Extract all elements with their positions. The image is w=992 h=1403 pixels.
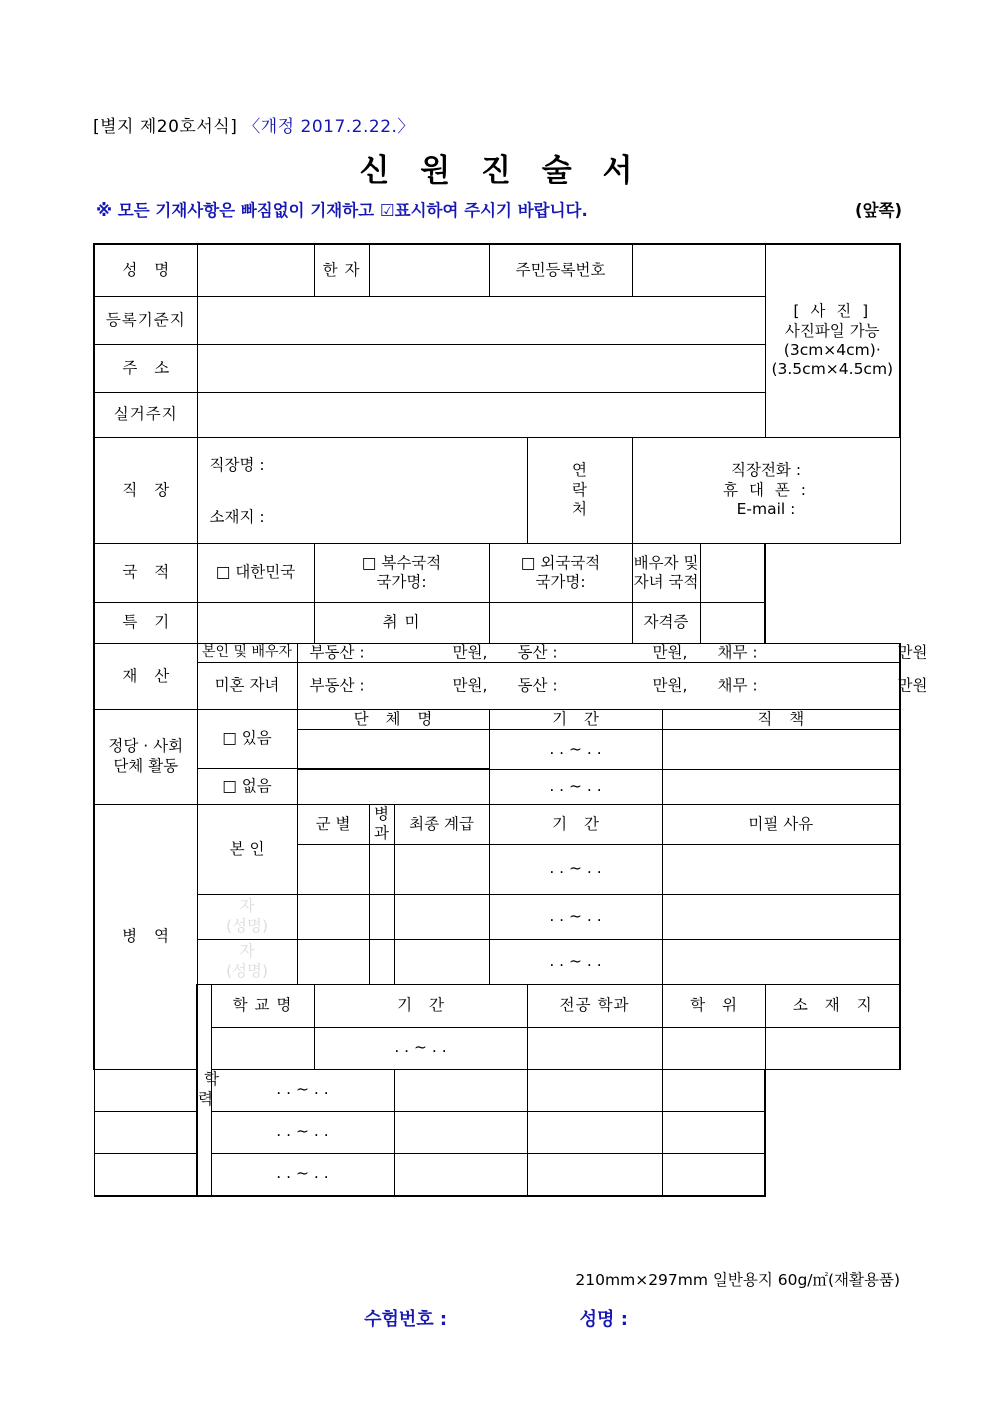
- field-major-3[interactable]: [394, 1111, 527, 1153]
- field-major-2[interactable]: [394, 1069, 527, 1111]
- photo-note-2: (3cm×4cm)·: [783, 341, 881, 359]
- checkbox-nationality-foreign[interactable]: [489, 544, 632, 603]
- field-education-period-4[interactable]: [211, 1153, 394, 1196]
- field-degree-4[interactable]: [527, 1153, 662, 1196]
- label-exam-number: 수험번호 :: [364, 1309, 448, 1330]
- field-party-position-2[interactable]: [662, 769, 900, 804]
- field-party-period-1[interactable]: [489, 729, 662, 769]
- label-rrn: 주민등록번호: [489, 244, 632, 297]
- field-education-period-1[interactable]: [314, 1027, 527, 1069]
- field-residence-value[interactable]: [197, 393, 765, 438]
- military-period-text-1: . . ~ . .: [549, 859, 602, 878]
- label-realty-self: 부동산 :: [309, 643, 365, 662]
- table-row-education-1: [94, 1027, 900, 1069]
- label-military-service: 병 역: [94, 804, 197, 1069]
- field-school-location-4[interactable]: [662, 1153, 765, 1196]
- column-header-education-period: 기 간: [314, 984, 527, 1027]
- footer-applicant-line: [0, 1305, 992, 1331]
- form-notice: ※ 모든 기재사항은 빠짐없이 기재하고 ☑표시하여 주시기 바랍니다.: [96, 201, 588, 220]
- table-row-specialty: [94, 603, 900, 644]
- label-debt-self: 채무 :: [717, 643, 758, 662]
- label-assets-unmarried-children: 미혼 자녀: [197, 662, 297, 709]
- label-debt-children: 채무 :: [717, 675, 758, 694]
- column-header-school-name: 학 교 명: [211, 984, 314, 1027]
- unit-debt-children: 만원: [897, 675, 928, 694]
- label-workplace: 직 장: [94, 438, 197, 544]
- form-reference-number: [별지 제20호서식]: [93, 117, 238, 137]
- field-military-reason-1[interactable]: [662, 844, 900, 894]
- label-military-child-2: [197, 939, 297, 984]
- contact-char-1: 연: [572, 461, 587, 480]
- field-assets-self-row[interactable]: [297, 643, 928, 663]
- party-period-text-1: . . ~ . .: [549, 739, 602, 758]
- field-school-location-1[interactable]: [765, 1027, 900, 1069]
- label-specialty: 특 기: [94, 603, 197, 644]
- field-school-name-4[interactable]: [94, 1153, 211, 1196]
- field-school-location-3[interactable]: [662, 1111, 765, 1153]
- military-period-text-3: . . ~ . .: [549, 951, 602, 970]
- label-certificate: 자격증: [632, 603, 700, 644]
- education-period-text-3: . . ~ . .: [276, 1122, 329, 1141]
- label-office-phone: 직장전화 :: [731, 461, 802, 480]
- field-degree-2[interactable]: [527, 1069, 662, 1111]
- field-name-value[interactable]: [197, 244, 314, 297]
- field-military-reason-2[interactable]: [662, 894, 900, 939]
- field-military-period-2[interactable]: [489, 894, 662, 939]
- field-registry-base-value[interactable]: [197, 297, 765, 345]
- workplace-details-cell: [197, 438, 527, 544]
- label-applicant-name: 성명 :: [579, 1309, 628, 1330]
- field-family-nationality-value[interactable]: [700, 544, 765, 603]
- checkbox-multiple-label: □ 복수국적: [361, 553, 442, 572]
- label-residence: 실거주지: [94, 393, 197, 438]
- checkbox-party-no[interactable]: □ 없음: [197, 768, 297, 804]
- page-side-label: (앞쪽): [855, 201, 902, 220]
- field-certificate-value[interactable]: [700, 603, 765, 644]
- unit-realty-children: 만원,: [452, 675, 488, 694]
- table-row-party-header: [94, 709, 900, 729]
- field-school-name-3[interactable]: [94, 1111, 211, 1153]
- label-education: 학 력: [197, 984, 211, 1196]
- table-row-military-child-2: [94, 939, 900, 984]
- field-specialty-value[interactable]: [197, 603, 314, 644]
- label-party-activity-line2: 단체 활동: [113, 756, 179, 775]
- unit-movable-self: 만원,: [652, 643, 688, 662]
- field-rrn-value[interactable]: [632, 244, 765, 297]
- field-school-location-2[interactable]: [662, 1069, 765, 1111]
- label-child-2-line1: 자: [239, 942, 255, 961]
- table-row-name: [94, 244, 900, 297]
- field-military-specialty-3[interactable]: [369, 939, 394, 984]
- field-school-name-1[interactable]: [211, 1027, 314, 1069]
- field-education-period-2[interactable]: [211, 1069, 394, 1111]
- column-header-exemption-reason: 미필 사유: [662, 804, 900, 844]
- checkbox-foreign-country: 국가명:: [535, 573, 586, 591]
- label-family-nationality-line2: 자녀 국적: [633, 573, 699, 591]
- label-party-activity: [94, 709, 197, 804]
- column-header-military-period: 기 간: [489, 804, 662, 844]
- contact-char-3: 처: [572, 500, 587, 519]
- military-period-text-2: . . ~ . .: [549, 906, 602, 925]
- label-military-child-1: [197, 894, 297, 939]
- label-mobile-phone: 휴 대 폰 :: [723, 480, 809, 499]
- education-period-text-2: . . ~ . .: [276, 1080, 329, 1099]
- column-header-school-location: 소 재 지: [765, 984, 900, 1027]
- field-school-name-2[interactable]: [94, 1069, 211, 1111]
- checkbox-nationality-multiple[interactable]: [314, 544, 489, 603]
- label-registry-base: 등록기준지: [94, 297, 197, 345]
- label-assets: 재 산: [94, 644, 197, 710]
- label-nationality: 국 적: [94, 544, 197, 603]
- field-address-value[interactable]: [197, 345, 765, 393]
- field-degree-3[interactable]: [527, 1111, 662, 1153]
- label-company-location: 소재지 :: [209, 507, 265, 526]
- paper-specification-note: 210mm×297mm 일반용지 60g/㎡(재활용품): [575, 1271, 900, 1289]
- education-period-text-1: . . ~ . .: [394, 1038, 447, 1057]
- table-row-military-header: [94, 804, 900, 844]
- education-period-text-4: . . ~ . .: [276, 1164, 329, 1183]
- field-military-branch-1[interactable]: [297, 844, 369, 894]
- checkbox-foreign-label: □ 외국국적: [520, 553, 601, 572]
- table-row-assets-children: [94, 662, 900, 709]
- label-child-1-line2: (성명): [225, 916, 269, 935]
- field-military-reason-3[interactable]: [662, 939, 900, 984]
- photo-title: [ 사 진 ]: [793, 302, 872, 321]
- field-hanja-value[interactable]: [369, 244, 489, 297]
- checkbox-nationality-korea[interactable]: □ 대한민국: [197, 544, 314, 603]
- column-header-branch: 군 별: [297, 804, 369, 844]
- field-military-specialty-1[interactable]: [369, 844, 394, 894]
- label-contact-vertical: [527, 438, 632, 544]
- field-party-org-2b[interactable]: [297, 769, 489, 804]
- table-row-military-child-1: [94, 894, 900, 939]
- field-military-rank-2[interactable]: [394, 894, 489, 939]
- table-row-education-4: [94, 1153, 900, 1196]
- label-company-name: 직장명 :: [209, 456, 265, 474]
- unit-movable-children: 만원,: [652, 675, 688, 694]
- label-hanja: 한 자: [314, 244, 369, 297]
- field-hobby-value[interactable]: [489, 603, 632, 644]
- field-education-period-3[interactable]: [211, 1111, 394, 1153]
- form-reference: [93, 112, 415, 137]
- field-party-period-2[interactable]: [489, 769, 662, 804]
- field-degree-1[interactable]: [662, 1027, 765, 1069]
- column-header-party-period: 기 간: [489, 709, 662, 729]
- photo-note-3: (3.5cm×4.5cm): [771, 360, 894, 379]
- table-row-workplace: [94, 438, 900, 544]
- table-row-education-header: [94, 984, 900, 1027]
- column-header-military-specialty: 병 과: [369, 804, 394, 844]
- checkbox-multiple-country: 국가명:: [376, 573, 427, 591]
- label-family-nationality: [632, 544, 700, 603]
- column-header-degree: 학 위: [662, 984, 765, 1027]
- label-movable-children: 동산 :: [517, 675, 558, 694]
- page-title: 신 원 진 술 서: [359, 153, 643, 189]
- field-military-period-1[interactable]: [489, 844, 662, 894]
- label-assets-self-spouse: 본인 및 배우자: [197, 644, 297, 663]
- label-family-nationality-line1: 배우자 및: [633, 553, 699, 572]
- label-realty-children: 부동산 :: [309, 675, 365, 694]
- checkbox-party-yes[interactable]: □ 있음: [197, 709, 297, 768]
- field-military-branch-3[interactable]: [297, 939, 369, 984]
- label-child-2-line2: (성명): [225, 961, 269, 980]
- personal-statement-table: [93, 243, 928, 1197]
- contact-char-2: 락: [572, 480, 587, 499]
- label-hobby: 취 미: [314, 603, 489, 644]
- column-header-final-rank: 최종 계급: [394, 804, 489, 844]
- label-address: 주 소: [94, 345, 197, 393]
- field-party-org-1[interactable]: [297, 729, 489, 768]
- table-row-nationality: [94, 544, 900, 603]
- unit-debt-self: 만원: [897, 643, 928, 662]
- party-period-text-2: . . ~ . .: [549, 777, 602, 796]
- field-major-1[interactable]: [527, 1027, 662, 1069]
- table-row-assets-self: [94, 644, 900, 663]
- label-movable-self: 동산 :: [517, 643, 558, 662]
- field-military-rank-1[interactable]: [394, 844, 489, 894]
- field-major-4[interactable]: [394, 1153, 527, 1196]
- field-assets-children-row[interactable]: [297, 662, 928, 709]
- photo-note-1: 사진파일 가능: [784, 321, 880, 340]
- table-row-education-3: [94, 1111, 900, 1153]
- label-email: E-mail :: [736, 500, 796, 519]
- contact-fields-cell[interactable]: [632, 438, 900, 544]
- column-header-organization: 단 체 명: [297, 709, 489, 729]
- field-military-branch-2[interactable]: [297, 894, 369, 939]
- unit-realty-self: 만원,: [452, 643, 488, 662]
- column-header-major: 전공 학과: [527, 984, 662, 1027]
- form-revision-date: 〈개정 2017.2.22.〉: [243, 117, 415, 137]
- field-military-period-3[interactable]: [489, 939, 662, 984]
- label-party-activity-line1: 정당 · 사회: [108, 737, 184, 756]
- label-name: 성 명: [94, 244, 197, 297]
- photo-placeholder[interactable]: [765, 244, 900, 438]
- field-military-specialty-2[interactable]: [369, 894, 394, 939]
- field-party-position-1[interactable]: [662, 729, 900, 769]
- field-military-rank-3[interactable]: [394, 939, 489, 984]
- column-header-position: 직 책: [662, 709, 900, 729]
- label-child-1-line1: 자: [239, 897, 255, 916]
- label-military-self: 본 인: [197, 804, 297, 894]
